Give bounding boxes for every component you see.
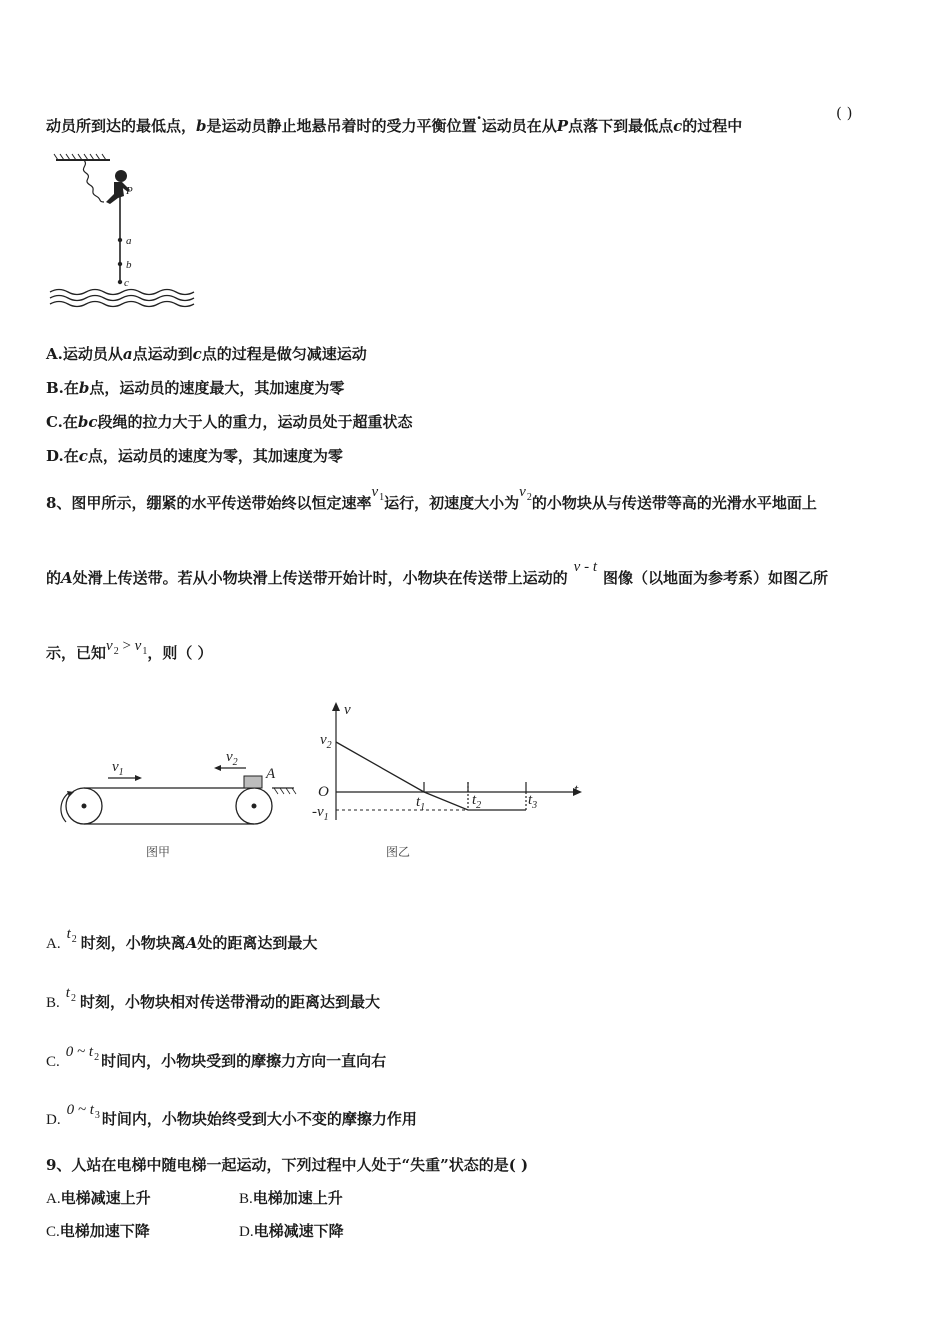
option-key: A. <box>46 1191 61 1207</box>
q8-figure-yi <box>306 696 596 866</box>
q8-text: 的 <box>46 569 62 587</box>
q7-b-letter: b <box>196 117 207 135</box>
option-var: bc <box>77 413 98 431</box>
option-math: 0 ~ $t_2$ <box>65 1044 100 1063</box>
q7-stem <box>46 109 743 136</box>
option-text: 在 <box>63 379 79 397</box>
q8-stem-line1 <box>46 484 817 516</box>
option-text: 电梯加速下降 <box>59 1222 150 1240</box>
option-key: B. <box>46 995 60 1011</box>
q8-option-c[interactable] <box>46 1044 387 1074</box>
q7-option-b[interactable] <box>46 378 344 398</box>
option-text: 点运动到 <box>132 345 193 363</box>
neg-v1-label: $-v_1$ <box>312 804 329 823</box>
t-axis-label: t <box>574 782 579 798</box>
q7-stem-part2: 是运动员静止地悬吊着时的受力平衡位置 <box>206 117 477 135</box>
q7-stem-part3: 运动员在从 <box>481 117 557 135</box>
q8-option-a[interactable] <box>46 926 318 956</box>
q7-answer-bracket: ( ) <box>836 104 853 122</box>
q9-option-d[interactable] <box>239 1221 344 1242</box>
q7-stem-part4: 点落下到最低点 <box>568 117 674 135</box>
option-text: 段绳的拉力大于人的重力，运动员处于超重状态 <box>97 413 413 431</box>
label-A: A <box>266 766 276 782</box>
q8-text: ，则（ ） <box>147 644 213 662</box>
option-text: 时间内，小物块始终受到大小不变的摩擦力作用 <box>101 1110 417 1128</box>
q8-stem-line3 <box>46 638 213 666</box>
origin-label: O <box>318 784 329 800</box>
label-v2: $v_2$ <box>226 749 238 768</box>
option-text: 时刻，小物块离 <box>80 934 186 952</box>
q8-A-letter: A <box>61 569 73 587</box>
q9-stem: 9、人站在电梯中随电梯一起运动，下列过程中人处于“失重”状态的是( ) <box>46 1156 529 1174</box>
q7-c-letter: c <box>673 117 683 135</box>
option-text: 时间内，小物块受到的摩擦力方向一直向右 <box>101 1052 387 1070</box>
option-key: A. <box>46 345 63 363</box>
option-key: D. <box>239 1224 254 1240</box>
label-P: P <box>126 185 133 197</box>
option-key: D. <box>46 447 64 465</box>
block-A <box>244 776 262 788</box>
q9-option-b[interactable] <box>239 1188 343 1209</box>
q8-figure-jia <box>50 740 300 865</box>
q7-option-c[interactable] <box>46 412 413 432</box>
option-key: A. <box>46 936 61 952</box>
label-v1: $v_1$ <box>112 759 124 778</box>
v2-label: $v_2$ <box>320 732 332 751</box>
caption-yi: 图乙 <box>386 845 411 859</box>
option-text: 电梯加速上升 <box>252 1189 343 1207</box>
option-text: 处的距离达到最大 <box>197 934 318 952</box>
t2-label: $t_2$ <box>472 792 482 811</box>
q7-stem-part1: 动员所到达的最低点， <box>46 117 197 135</box>
q8-v1-symbol: $v_1$ <box>371 484 385 503</box>
option-text: 电梯减速上升 <box>60 1189 151 1207</box>
jumper-head <box>115 170 127 182</box>
q8-condition: $v_2 > v_1$ <box>106 638 148 657</box>
q7-option-a[interactable] <box>46 344 367 364</box>
option-math: 0 ~ $t_3$ <box>66 1102 100 1121</box>
option-key: C. <box>46 1224 60 1240</box>
q7-option-d[interactable] <box>46 446 343 466</box>
option-text: 点的过程是做匀减速运动 <box>201 345 367 363</box>
option-text: 点，运动员的速度为零，其加速度为零 <box>87 447 343 465</box>
option-key: C. <box>46 413 63 431</box>
option-math: $t_2$ <box>65 985 76 1004</box>
option-var: a <box>122 345 133 363</box>
water-waves <box>50 290 194 307</box>
q8-stem-line2 <box>46 559 829 589</box>
q8-v2-symbol: $v_2$ <box>519 484 532 503</box>
option-var: b <box>78 379 90 397</box>
label-b: b <box>126 259 132 271</box>
q8-text: 8、图甲所示，绷紧的水平传送带始终以恒定速率 <box>46 494 372 512</box>
option-var: A <box>185 934 198 952</box>
option-key: B. <box>239 1191 253 1207</box>
q8-text: 的小物块从与传送带等高的光滑水平地面上 <box>531 494 817 512</box>
q8-vt-symbol: v - t <box>573 559 597 575</box>
label-a: a <box>126 235 132 247</box>
option-text: 运动员从 <box>62 345 123 363</box>
option-key: C. <box>46 1054 60 1070</box>
q7-bungee-figure <box>44 152 204 312</box>
option-var: c <box>78 447 88 465</box>
option-text: 在 <box>63 447 79 465</box>
vt-curve <box>336 742 526 810</box>
option-math: $t_2$ <box>66 926 77 945</box>
q8-text: 处滑上传送带。若从小物块滑上传送带开始计时，小物块在传送带上运动的 <box>72 569 568 587</box>
t3-label: $t_3$ <box>528 792 538 811</box>
option-key: D. <box>46 1112 61 1128</box>
option-text: 电梯减速下降 <box>253 1222 344 1240</box>
q8-text: 示，已知 <box>46 644 107 662</box>
q9-option-a[interactable] <box>46 1188 151 1209</box>
caption-jia: 图甲 <box>146 845 171 859</box>
q7-stem-part5: 的过程中 <box>682 117 743 135</box>
q8-text: 运行，初速度大小为 <box>384 494 520 512</box>
option-key: B. <box>46 379 64 397</box>
q8-option-b[interactable] <box>46 985 380 1015</box>
q8-text: 图像（以地面为参考系）如图乙所 <box>603 569 829 587</box>
q8-option-d[interactable] <box>46 1102 417 1132</box>
option-text: 时刻，小物块相对传送带滑动的距离达到最大 <box>79 993 380 1011</box>
option-text: 在 <box>62 413 78 431</box>
q9-option-c[interactable] <box>46 1221 150 1242</box>
q7-dot: · <box>476 109 482 127</box>
q7-p-letter: P <box>556 117 569 135</box>
label-c: c <box>124 277 129 289</box>
option-text: 点，运动员的速度最大，其加速度为零 <box>89 379 345 397</box>
option-var: c <box>192 345 202 363</box>
t1-label: $t_1$ <box>416 794 426 813</box>
v-axis-label: v <box>344 702 351 718</box>
